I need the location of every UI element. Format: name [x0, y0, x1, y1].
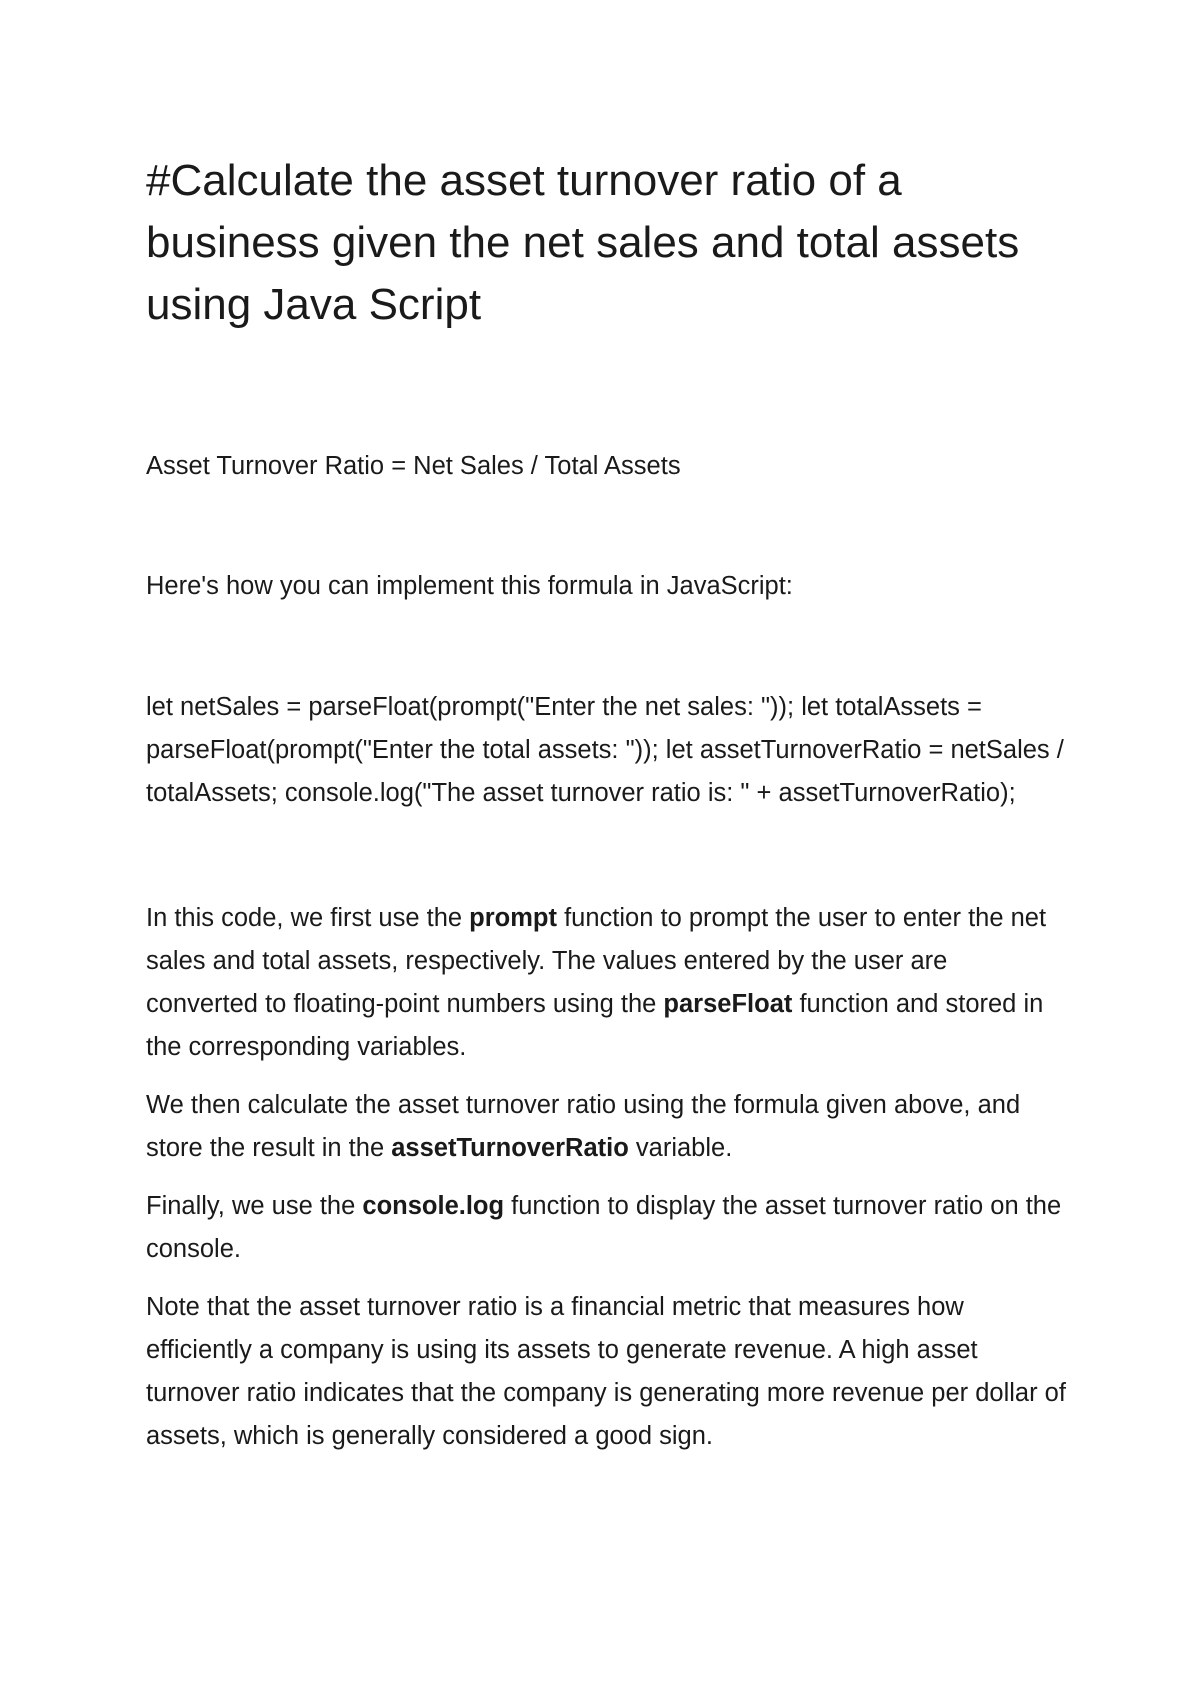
document-title: #Calculate the asset turnover ratio of a business given the net sales and total assets using Java Script: [146, 156, 1020, 329]
paragraph-text: function and stored in the corresponding variables.: [146, 990, 1044, 1061]
paragraph-prompt-explanation: [146, 897, 1066, 1069]
keyword-parsefloat: parseFloat: [663, 990, 793, 1018]
intro-text: Here's how you can implement this formula in JavaScript:: [146, 572, 793, 600]
code-snippet: let netSales = parseFloat(prompt("Enter the net sales: ")); let totalAssets = parseFloat(prompt("Enter the total assets: ")); let assetTurnoverRatio = netSales / totalAssets; console.log("The asset turnover ratio is: " + assetTurnoverRatio);: [146, 693, 1064, 807]
formula-text: Asset Turnover Ratio = Net Sales / Total Assets: [146, 452, 681, 480]
paragraph-text: Finally, we use the: [146, 1192, 363, 1220]
paragraph-text: In this code, we first use the: [146, 904, 470, 932]
paragraph-note: Note that the asset turnover ratio is a financial metric that measures how efficiently a company is using its assets to generate revenue. A high asset turnover ratio indicates that the company is generating more revenue per dollar of assets, which is generally considered a good sign.: [146, 1293, 1066, 1450]
document-page: [146, 150, 1066, 1458]
keyword-prompt: prompt: [469, 904, 557, 932]
paragraph-text: variable.: [628, 1134, 733, 1162]
paragraph-console-log: [146, 1185, 1066, 1271]
keyword-assetturnoverratio: assetTurnoverRatio: [391, 1134, 629, 1162]
paragraph-text: function to prompt the user to enter the net sales and total assets, respectively. The values entered by the user are converted to floating-point numbers using the: [146, 904, 1047, 1018]
keyword-console-log: console.log: [362, 1192, 505, 1220]
paragraph-text: function to display the asset turnover ratio on the console.: [146, 1192, 1062, 1263]
paragraph-calculation: [146, 1084, 1066, 1170]
paragraph-text: We then calculate the asset turnover ratio using the formula given above, and store the result in the: [146, 1091, 1021, 1162]
